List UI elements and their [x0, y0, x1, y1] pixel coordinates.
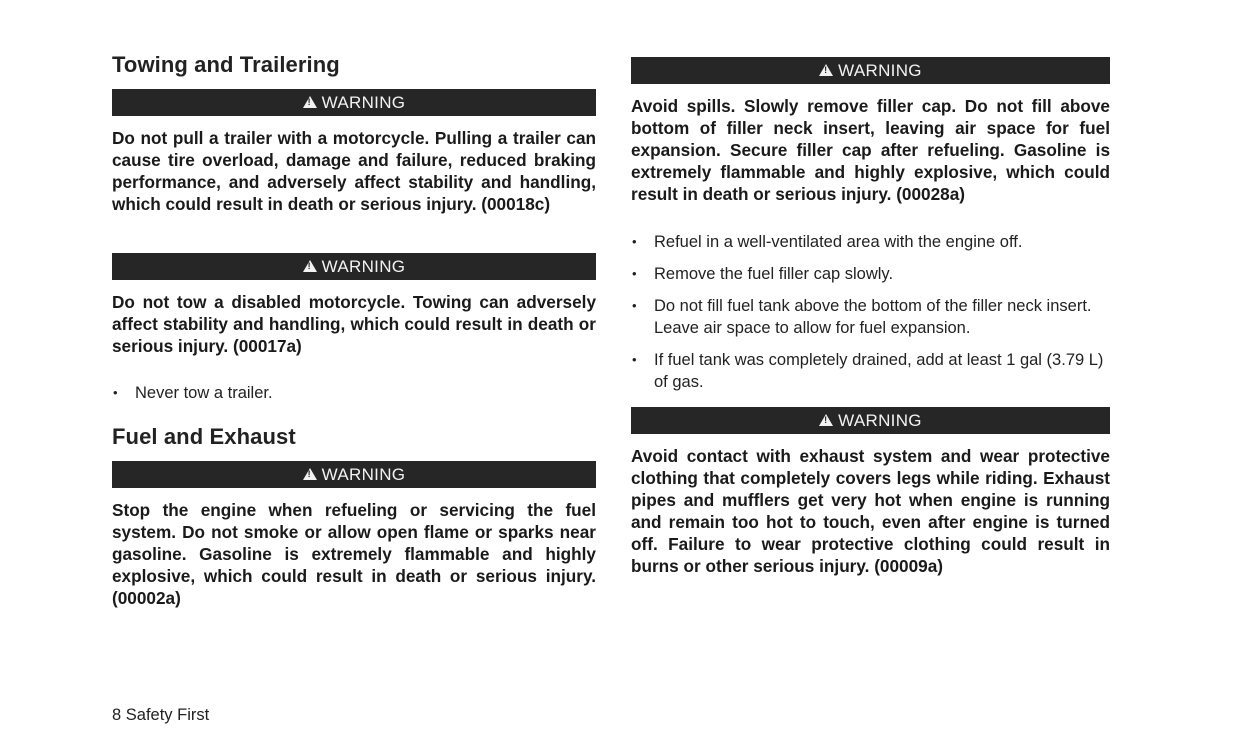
warning-label: WARNING	[838, 410, 922, 430]
warning-triangle-icon	[303, 96, 317, 108]
list-item: • Refuel in a well-ventilated area with the engine off.	[631, 231, 1110, 253]
bullet-list-towing	[112, 382, 596, 404]
warning-text-refueling: Stop the engine when refueling or servicing the fuel system. Do not smoke or allow open flame or sparks near gasoline. Gasoline is extremely flammable and highly explosive, which could result in death or serious injury. (00002a)	[112, 500, 596, 608]
warning-text-tow-disabled: Do not tow a disabled motorcycle. Towing can adversely affect stability and handling, which could result in death or serious injury. (00017a)	[112, 292, 596, 356]
warning-text-exhaust: Avoid contact with exhaust system and wear protective clothing that completely covers legs while riding. Exhaust pipes and mufflers get very hot when engine is running and remain too hot to touch, even after engine is turned off. Failure to wear protective clothing could result in burns or other serious injury. (00009a)	[631, 446, 1110, 576]
list-item: • Do not fill fuel tank above the bottom of the filler neck insert. Leave air space to allow for fuel expansion.	[631, 295, 1110, 339]
bullet-list-fuel	[631, 231, 1110, 393]
section-title-fuel: Fuel and Exhaust	[112, 424, 296, 449]
warning-text-trailer: Do not pull a trailer with a motorcycle. Pulling a trailer can cause tire overload, damage and failure, reduced braking performance, and adversely affect stability and handling, which could result in death or serious injury. (00018c)	[112, 128, 596, 214]
list-item: • If fuel tank was completely drained, add at least 1 gal (3.79 L) of gas.	[631, 349, 1110, 393]
warning-label: WARNING	[838, 60, 922, 80]
warning-banner	[631, 407, 1110, 434]
warning-triangle-icon	[303, 260, 317, 272]
warning-label: WARNING	[321, 92, 406, 112]
warning-triangle-icon	[819, 64, 833, 76]
warning-triangle-icon	[303, 468, 317, 480]
list-item: • Never tow a trailer.	[112, 382, 596, 404]
section-title-towing: Towing and Trailering	[112, 52, 340, 77]
warning-banner	[631, 57, 1110, 84]
warning-banner	[112, 89, 596, 116]
warning-triangle-icon	[819, 414, 833, 426]
warning-label: WARNING	[321, 464, 406, 484]
warning-banner	[112, 253, 596, 280]
list-item: • Remove the fuel filler cap slowly.	[631, 263, 1110, 285]
page-footer: 8 Safety First	[112, 706, 210, 724]
warning-label: WARNING	[321, 256, 406, 276]
warning-banner	[112, 461, 596, 488]
warning-text-spills: Avoid spills. Slowly remove filler cap. Do not fill above bottom of filler neck insert, leaving air space for fuel expansion. Secure filler cap after refueling. Gasoline is extremely flammable and highly explosive, which could result in death or serious injury. (00028a)	[631, 96, 1110, 204]
